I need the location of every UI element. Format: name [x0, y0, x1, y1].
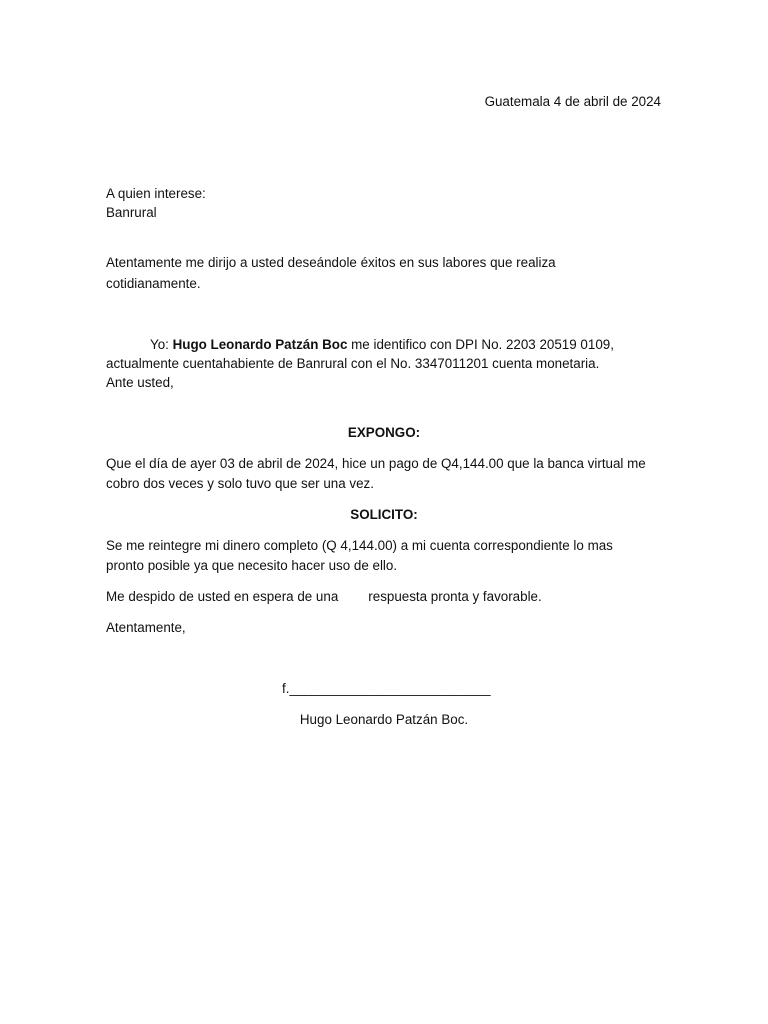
solicito-line-1: Se me reintegre mi dinero completo (Q 4,144.00) a mi cuenta correspondiente lo mas [106, 538, 613, 553]
intro-line-2: actualmente cuentahabiente de Banrural con el No. 3347011201 cuenta monetaria. [106, 356, 600, 371]
farewell-line [106, 588, 542, 606]
farewell-part-2: respuesta pronta y favorable. [368, 589, 542, 604]
solicito-line-2: pronto posible ya que necesito hacer uso de ello. [106, 558, 398, 573]
solicito-heading: SOLICITO: [350, 507, 418, 522]
expongo-heading: EXPONGO: [347, 425, 421, 440]
farewell-part-1: Me despido de usted en espera de una [106, 589, 339, 604]
recipient-line-1: A quien interese: [106, 186, 206, 201]
intro-suffix: me identifico con DPI No. 2203 20519 0109, [347, 337, 614, 352]
greeting-line-1: Atentamente me dirijo a usted deseándole éxitos en sus labores que realiza [106, 255, 556, 270]
greeting-line-2: cotidianamente. [106, 276, 201, 291]
expongo-line-1: Que el día de ayer 03 de abril de 2024, hice un pago de Q4,144.00 que la banca virtual me [106, 456, 646, 471]
intro-line-1 [150, 336, 614, 354]
expongo-line-2: cobro dos veces y solo tuvo que ser una vez. [106, 476, 374, 491]
intro-prefix: Yo: [150, 337, 173, 352]
intro-name: Hugo Leonardo Patzán Boc [172, 337, 348, 352]
signature-line: f.___________________________ [282, 681, 491, 696]
closing-text: Atentamente, [106, 620, 186, 635]
letter-date: Guatemala 4 de abril de 2024 [484, 94, 661, 109]
recipient-line-2: Banrural [106, 205, 157, 220]
intro-line-3: Ante usted, [106, 375, 174, 390]
signature-name: Hugo Leonardo Patzán Boc. [299, 712, 469, 727]
